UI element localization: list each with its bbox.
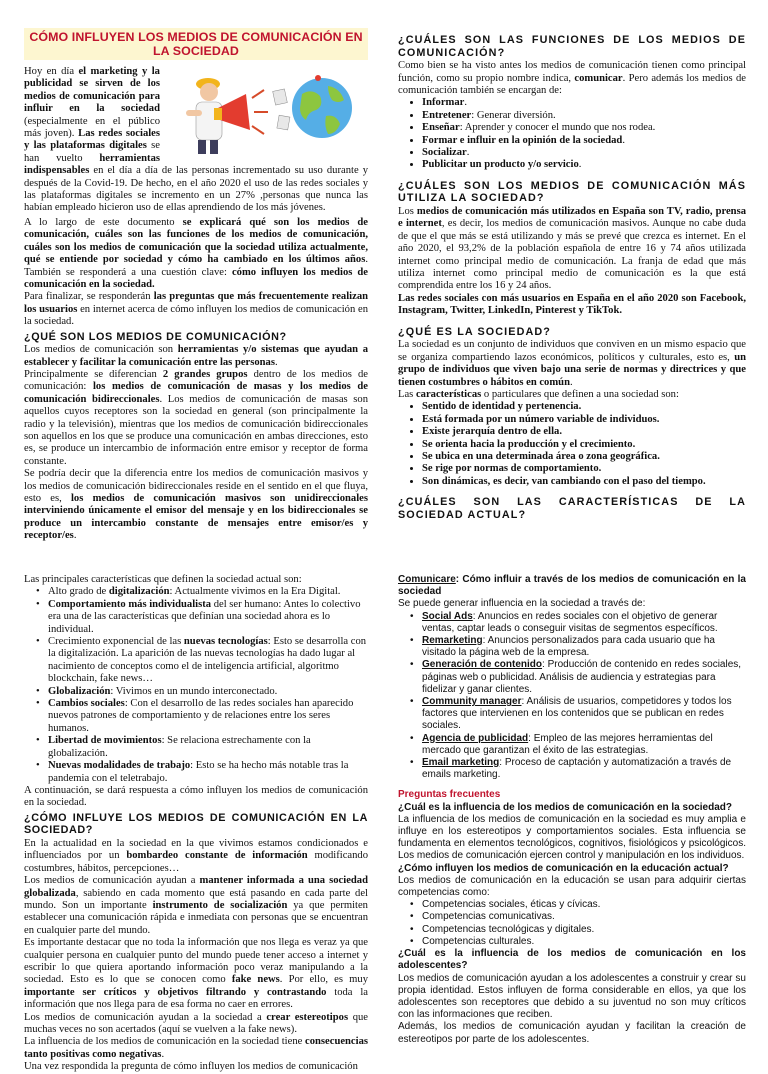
list-item: • Competencias comunicativas. [410,911,746,923]
consequences-paragraph: La influencia de los medios de comunicación en la sociedad tiene consecuencias tanto positivas como negativas. [24,1036,368,1060]
faq-question-3: ¿Cuál es la influencia de los medios de comunicación en los adolescentes? [398,948,746,972]
list-item: • Alto grado de digitalización: Actualmente vivimos en la Era Digital. [36,586,368,598]
current-society-intro: Las principales características que definen la sociedad actual son: [24,574,302,585]
list-item: • Sentido de identidad y pertenencia. [422,401,746,413]
megaphone-illustration [168,64,368,156]
list-item: • Son dinámicas, es decir, van cambiando con el paso del tiempo. [422,476,746,488]
list-item: • Enseñar: Aprender y conocer el mundo que nos rodea. [422,122,746,134]
list-item: • Se orienta hacia la producción y el crecimiento. [422,439,746,451]
list-item: • Competencias sociales, éticas y cívicas. [410,899,746,911]
transition-paragraph: A continuación, se dará respuesta a cómo influyen los medios de comunicación en la sociedad. [24,784,368,809]
heading-funciones: ¿CUÁLES SON LAS FUNCIONES DE LOS MEDIOS DE COMUNICACIÓN? [398,34,746,59]
functions-list [398,97,746,171]
influence-paragraph-2: Los medios de comunicación ayudan a mantener informada a una sociedad globalizada, sabiendo en cada momento que está pasando en cada parte del mundo. Son un importante instrumento de socialización ya que permiten establecer una comunicación rápida e inmediata con personas que se encuentran en cualquier parte del mundo. [24,875,368,936]
list-item: • Socializar. [422,147,746,159]
difference-paragraph: Se podría decir que la diferencia entre los medios de comunicación masivos y los medios de comunicación bidireccionales reside en el sentido en el que fluya, esto es, los medios de comunicación masivos son unidireccionales interviniendo únicamente el emisor del mensaje y en los bidireccionales se produce un intercambio constante de mensajes entre emisor/es y receptor/es. [24,468,368,542]
faq-answer-2: Los medios de comunicación en la educación se usan para adquirir ciertas competencias como: [398,874,746,899]
list-item: • Competencias tecnológicas y digitales. [410,924,746,936]
society-features-intro: Las características o particulares que definen a una sociedad son: [398,388,679,400]
right-column-top [398,32,746,522]
list-item: • Comportamiento más individualista del ser humano: Antes lo colectivo era una de las características que definían una sociedad ahora es lo individual. [36,599,368,636]
page-title: CÓMO INFLUYEN LOS MEDIOS DE COMUNICACIÓN EN LA SOCIEDAD [24,28,368,60]
influence-ways-list [398,611,746,782]
heading-que-es-sociedad: ¿QUÉ ES LA SOCIEDAD? [398,325,551,338]
usage-paragraph: Los medios de comunicación más utilizados en España son TV, radio, prensa e internet, es decir, los medios de comunicación masivos. Aunque no cabe duda de que el que más se está utilizando y más se prevé que crezca es internet. En el año 2020, el 93,2% de la población española de entre 16 y 74 años utilizada internet como principal medio de comunicación. La franja de edad que más utiliza internet como principal medio de comunicación es la que está comprendida entre los 16 y 24 años. [398,206,746,292]
society-definition: La sociedad es un conjunto de individuos que conviven en un mismo espacio que se organiza compartiendo lazos económicos, políticos y culturales, esto es, un grupo de individuos que viven bajo una serie de normas y directrices y que tienen costumbres o hábitos en común. [398,339,746,388]
faq-answer-1: La influencia de los medios de comunicación en la sociedad es muy amplia e influye en los estereotipos y comportamientos sociales. Esta influencia se fundamenta en elementos tecnológicos, cognitivos, fisiológicos y psicológicos. Los medios de comunicación ejercen control y manipulación en los individuos. [398,813,746,862]
fake-news-paragraph: Es importante destacar que no toda la información que nos llega es veraz ya que cualquier persona en cualquier punto del mundo puede tener acceso a internet y escribir lo que quiera aportando información poco veraz manipulando a la sociedad. Esto es lo que se conocen como fake news. Por ello, es muy importante ser críticos y objetivos filtrando y contrastando toda la información que nos llega para de esa forma no caer en errores. [24,937,368,1011]
social-networks-paragraph: Las redes sociales con más usuarios en España en el año 2020 son Facebook, Instagram, Twitter, LinkedIn, Pinterest y TikTok. [398,292,746,317]
definition-paragraph: Los medios de comunicación son herramientas y/o sistemas que ayudan a establecer y facilitar la comunicación entre las personas. [24,344,368,368]
list-item: • Libertad de movimientos: Se relaciona estrechamente con la globalización. [36,735,368,760]
faq-answer-3: Los medios de comunicación ayudan a los adolescentes a construir y crear su propia identidad. Estos influyen de forma considerable en ellos, ya que los adolescentes son receptores que debido a su juventud no son muy críticos con las informaciones que reciben. [398,972,746,1021]
heading-como-influye: ¿CÓMO INFLUYE LOS MEDIOS DE COMUNICACIÓN EN LA SOCIEDAD? [24,811,368,837]
list-item: • Email marketing: Proceso de captación y automatización a través de emails marketing. [410,757,746,781]
megaphone-globe-icon [168,64,368,156]
document-scope-paragraph: A lo largo de este documento se explicará qué son los medios de comunicación, cuáles son las funciones de los medios de comunicación, cuáles son los medios de comunicación que la sociedad utiliza actualmente, qué se entiende por sociedad y cómo ha cambiado en los últimos años. También se responderá a una cuestión clave: cómo influyen los medios de comunicación en la sociedad. [24,216,369,290]
list-item: • Existe jerarquía dentro de ella. [422,426,746,438]
heading-medios-mas-utilizados: ¿CUÁLES SON LOS MEDIOS DE COMUNICACIÓN MÁS UTILIZA LA SOCIEDAD? [398,179,746,205]
faq-intro-paragraph: Para finalizar, se responderán las preguntas que más frecuentemente realizan los usuarios en internet acerca de cómo influyen los medios de comunicación en la sociedad. [24,291,369,328]
competencies-list [398,899,746,948]
list-item: • Publicitar un producto y/o servicio. [422,159,746,171]
groups-paragraph: Principalmente se diferencian 2 grandes grupos dentro de los medios de comunicación: los medios de comunicación de masas y los medios de comunicación bidireccionales. Los medios de comunicación de masas son aquellos cuyos receptores son la sociedad en general (son principalmente la radio y la televisión), mientras que los medios de comunicación bidireccionales son aquellos en los que se produce una comunicación en ambas direcciones, esto es, se produce un intercambio de información entre emisor y receptor de forma constante. [24,368,369,467]
list-item: • Formar e influir en la opinión de la sociedad. [422,135,746,147]
list-item: • Agencia de publicidad: Empleo de las mejores herramientas del mercado que garantizan el éxito de las estrategias. [410,733,746,757]
right-column-bottom [398,574,746,1046]
faq-question-2: ¿Cómo influyen los medios de comunicación en la educación actual? [398,862,729,874]
list-item: • Community manager: Análisis de usuarios, competidores y todos los factores que intervienen en los contenidos que se publican en redes sociales. [410,696,746,733]
stereotypes-paragraph: Los medios de comunicación ayudan a la sociedad a crear estereotipos que muchas veces no son acertados (aquí se vuelven a la fake news). [24,1011,369,1035]
list-item: • Competencias culturales. [410,936,746,948]
list-item: • Entretener: Generar diversión. [422,110,746,122]
intro-paragraph: Hoy en día el marketing y la publicidad se sirven de los medios de comunicación para influir en la sociedad (especialmente en el público más joven). Las redes sociales y las plataformas digitales se han vuelto herramientas indispensables en el día a día de las personas incrementado su uso durante y después de la Covid-19. De hecho, en el año 2020 el uso de las redes sociales y las plataformas digitales se incremento en un 27% ,personas que nunca las habían empleado hicieron uso de ellas aprendiendo de los más jóvenes. [24,66,368,214]
list-item: • Informar. [422,97,746,109]
closing-paragraph: Una vez respondida la pregunta de cómo influyen los medios de comunicación [24,1061,358,1073]
faq-title: Preguntas frecuentes [398,789,501,801]
heading-caracteristicas-sociedad-actual: ¿CUÁLES SON LAS CARACTERÍSTICAS DE LA SOCIEDAD ACTUAL? [398,496,746,521]
influence-ways-intro: Se puede generar influencia en la sociedad a través de: [398,598,646,610]
list-item: • Remarketing: Anuncios personalizados para cada usuario que ha visitado la página web de la empresa. [410,635,746,659]
functions-intro: Como bien se ha visto antes los medios de comunicación tienen como principal función, como su propio nombre indica, comunicar. Pero además los medios de comunicación también se encargan de: [398,60,746,96]
list-item: • Generación de contenido: Producción de contenido en redes sociales, páginas web o publicidad. Análisis de audiencia y estrategias para fidelizar y ganar clientes. [410,659,746,696]
left-column-top [24,28,368,543]
list-item: • Social Ads: Anuncios en redes sociales con el objetivo de generar ventas, captar leads o conseguir visitas de segmentos específicos. [410,611,746,635]
heading-que-son-medios: ¿QUÉ SON LOS MEDIOS DE COMUNICACIÓN? [24,330,287,343]
faq-question-1: ¿Cuál es la influencia de los medios de comunicación en la sociedad? [398,801,732,813]
list-item: • Crecimiento exponencial de las nuevas tecnologías: Esto se desarrolla con la digitalización. La aparición de las nuevas tecnologías ha dado lugar al nacimiento de conceptos como el de inteligencia artificial, algoritmo blockchain, fake news… [36,636,368,686]
current-society-list [24,586,368,785]
left-column-bottom [24,574,368,1074]
comunicare-line: Comunicare: Cómo influir a través de los medios de comunicación en la sociedad [398,574,746,598]
list-item: • Se ubica en una determinada área o zona geográfica. [422,451,746,463]
list-item: • Está formada por un número variable de individuos. [422,414,746,426]
influence-paragraph-1: En la actualidad en la sociedad en la que vivimos estamos condicionados e influenciados por un bombardeo constante de información modificando costumbres, hábitos, percepciones… [24,837,368,874]
list-item: • Globalización: Vivimos en un mundo interconectado. [36,686,368,698]
list-item: • Cambios sociales: Con el desarrollo de las redes sociales han aparecido nuevos patrones de comportamiento y de relaciones entre los seres humanos. [36,698,368,735]
society-features-list [398,401,746,488]
faq-answer-4: Además, los medios de comunicación ayudan y facilitan la creación de estereotipos por parte de los adolescentes. [398,1021,746,1045]
list-item: • Se rige por normas de comportamiento. [422,463,746,475]
list-item: • Nuevas modalidades de trabajo: Esto se ha hecho más notable tras la pandemia con el teletrabajo. [36,760,368,785]
